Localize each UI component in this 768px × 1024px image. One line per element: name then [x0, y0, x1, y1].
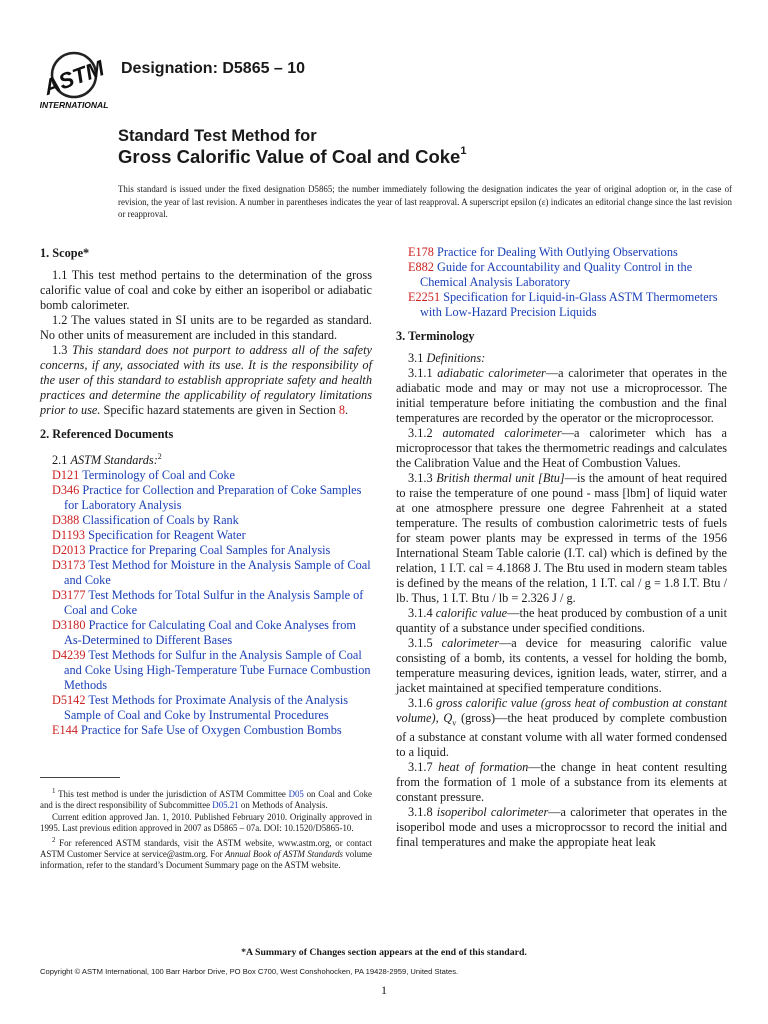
fn1-c: on Methods of Analysis. [238, 800, 328, 811]
ref-sub-sup: 2 [157, 452, 162, 461]
reference-item [40, 693, 372, 723]
ref-sub-num: 2.1 [52, 453, 71, 468]
designation: Designation: D5865 – 10 [121, 60, 306, 77]
reference-item [40, 468, 372, 483]
term-num: 3.1.6 [408, 696, 437, 710]
copyright: Copyright © ASTM International, 100 Barr Harbor Drive, PO Box C700, West Conshohocken, PA 19428-2959, United States. [40, 967, 459, 976]
astm-logo [40, 48, 112, 110]
fn1-b: on Coal and Coke and is the direct responsibility of Subcommittee [40, 788, 372, 811]
reference-item [40, 543, 372, 558]
term-3-1-8 [396, 805, 727, 850]
term-name: isoperibol calorimeter [436, 805, 549, 820]
term-num: 3.1.1 [408, 366, 438, 380]
scope-1-3-num: 1.3 [52, 343, 72, 357]
term-text: —a calorimeter that operates in the isoperibol mode and uses a microprocssor to record the initial and final temperatures and make the appropiate heat leak [396, 805, 727, 850]
reference-title-link[interactable]: Test Methods for Proximate Analysis of the Analysis Sample of Coal and Coke by Instrumental Procedures [64, 693, 349, 723]
logo-text: ASTM [40, 55, 108, 100]
term-symbol: Q [443, 711, 453, 725]
reference-title-link[interactable]: Practice for Preparing Coal Samples for Analysis [88, 543, 331, 558]
term-name: gross calorific value (gross heat of combustion at constant volume), [396, 696, 728, 725]
reference-item [40, 513, 372, 528]
reference-title-link[interactable]: Practice for Dealing With Outlying Observations [437, 245, 678, 259]
ref-list-right [396, 245, 727, 320]
term-name: calorimeter [441, 636, 499, 650]
reference-code-link[interactable]: E178 [408, 245, 434, 259]
reference-code-link[interactable]: D346 [52, 483, 80, 498]
reference-title-link[interactable]: Test Method for Moisture in the Analysis Sample of Coal and Coke [64, 558, 371, 588]
term-3-1-4 [396, 606, 727, 636]
reference-code-link[interactable]: E144 [52, 723, 78, 738]
term-num: 3.1.3 [408, 471, 437, 485]
reference-code-link[interactable]: D4239 [52, 648, 86, 663]
term-3-1-2 [396, 426, 727, 471]
reference-title-link[interactable]: Test Methods for Total Sulfur in the Analysis Sample of Coal and Coke [64, 588, 364, 618]
term-text: (gross)—the heat produced by complete combustion of a substance at constant volume with all water formed condensed to a liquid. [396, 711, 727, 760]
summary-of-changes-note: *A Summary of Changes section appears at the end of this standard. [241, 947, 527, 958]
reference-title-link[interactable]: Classification of Coals by Rank [82, 513, 239, 528]
footnotes [40, 786, 372, 872]
reference-item [40, 483, 372, 513]
term-text: —a device for measuring calorific value consisting of a bomb, its contents, a vessel for holding the bomb, temperature measuring devices, ignition leads, water, stirrer, and a jacket maintained at specified temperature conditions. [396, 636, 727, 695]
reference-title-link[interactable]: Test Methods for Sulfur in the Analysis Sample of Coal and Coke Using High-Temperature Tube Furnace Combustion Methods [64, 648, 371, 693]
scope-heading: 1. Scope* [40, 246, 90, 260]
title-line1: Standard Test Method for [118, 127, 317, 145]
def-num: 3.1 [408, 351, 427, 365]
right-column [396, 245, 727, 850]
terminology-heading: 3. Terminology [396, 329, 475, 343]
scope-1-3-tail: Specific hazard statements are given in Section [100, 403, 339, 417]
referenced-heading: 2. Referenced Documents [40, 427, 174, 441]
scope-1-3 [40, 343, 372, 418]
reference-code-link[interactable]: E2251 [408, 290, 441, 304]
term-num: 3.1.5 [408, 636, 442, 650]
reference-code-link[interactable]: D3177 [52, 588, 86, 603]
reference-code-link[interactable]: D5142 [52, 693, 86, 708]
term-text: —a calorimeter that operates in the adiabatic mode and may or may not use a microprocessor. The initial temperature before initiating the combustion and the final temperatures are recorded by the operator or the microprocessor. [396, 366, 727, 425]
fn2-a: For referenced ASTM standards, visit the ASTM website, www.astm.org, or contact ASTM Customer Service at service@astm.org. For [40, 837, 372, 859]
term-3-1-7 [396, 760, 727, 805]
reference-title-link[interactable]: Practice for Calculating Coal and Coke Analyses from As-Determined to Different Bases [64, 618, 356, 648]
fn2-italic: Annual Book of ASTM Standards [224, 848, 343, 859]
term-num: 3.1.4 [408, 606, 436, 620]
fn2-marker: 2 [52, 835, 56, 844]
astm-standards-label [40, 449, 372, 468]
scope-1-3-end: . [344, 403, 349, 417]
reference-code-link[interactable]: D2013 [52, 543, 86, 558]
term-symbol-sub: v [452, 718, 457, 728]
issuance-statement: This standard is issued under the fixed designation D5865; the number immediately following the designation indicates the year of original adoption or, in the case of revision, the year of last revision. A number in parentheses indicates the year of last reapproval. A superscript epsilon (ε) indicates an editorial change since the last revision or reapproval. [118, 184, 732, 219]
title-line2 [118, 146, 466, 168]
ref-list-left [40, 468, 372, 738]
footnote-1-edition: Current edition approved Jan. 1, 2010. Published February 2010. Originally approved in 1995. Last previous edition approved in 2007 as D5865 – 07a. DOI: 10.1520/D5865-10. [40, 811, 372, 834]
page-number: 1 [381, 983, 387, 997]
term-text: —the heat produced by combustion of a unit quantity of a substance under specified conditions. [396, 606, 728, 635]
term-3-1-5 [396, 636, 727, 696]
term-text: —is the amount of heat required to raise the temperature of one pound - mass [lbm] of liquid water at one atmosphere pressure one degree Fahrenheit at a stated temperature. The results of combustion calorimetric tests of fuels for steam power plants may be expressed in terms of the 1956 International Steam Table calorie (I.T. cal) which is defined by the relation, 1 I.T. cal = 4.1868 J. The Btu used in modern steam tables is defined by the means of the relation, 1 I.T. cal / g = 1.8 I.T. Btu / lb. Thus, 1 I.T. Btu / lb = 2.326 J / g. [396, 471, 727, 605]
footnote-1 [40, 786, 372, 812]
term-num: 3.1.2 [408, 426, 443, 440]
reference-title-link[interactable]: Specification for Reagent Water [88, 528, 246, 543]
fn1-a: This test method is under the jurisdiction of ASTM Committee [55, 788, 289, 799]
scope-1-2: 1.2 The values stated in SI units are to be regarded as standard. No other units of measurement are included in this standard. [40, 313, 372, 342]
reference-title-link[interactable]: Practice for Collection and Preparation of Coke Samples for Laboratory Analysis [64, 483, 362, 513]
logo-subtext: INTERNATIONAL [40, 100, 109, 110]
term-num: 3.1.7 [408, 760, 439, 775]
reference-item [396, 245, 727, 260]
term-3-1-6 [396, 696, 727, 760]
scope-1-1: 1.1 This test method pertains to the determination of the gross calorific value of coal and coke by either an isoperibol or adiabatic bomb calorimeter. [40, 268, 372, 312]
subcommittee-d0521-link[interactable]: D05.21 [212, 800, 239, 811]
title-text: Gross Calorific Value of Coal and Coke [118, 146, 461, 167]
scope-1-3-italic: This standard does not purport to address all of the safety concerns, if any, associated with its use. It is the responsibility of the user of this standard to establish appropriate safety and health practices and determine the applicability of regulatory limitations prior to use. [40, 343, 372, 417]
term-name: automated calorimeter [442, 426, 562, 440]
term-name: heat of formation [438, 760, 529, 775]
title-footnote-marker: 1 [460, 144, 467, 157]
term-3-1-1 [396, 366, 727, 426]
footnote-divider [40, 777, 120, 778]
reference-item [40, 723, 372, 738]
def-label: Definitions: [426, 351, 486, 365]
ref-sub-label: ASTM Standards: [70, 453, 158, 468]
definitions-label [396, 351, 727, 366]
reference-title-link[interactable]: Specification for Liquid-in-Glass ASTM Thermometers with Low-Hazard Precision Liquids [420, 290, 718, 319]
reference-code-link[interactable]: E882 [408, 260, 434, 274]
section-8-link[interactable]: 8 [338, 403, 345, 417]
left-column [40, 246, 372, 738]
reference-item [396, 260, 727, 290]
reference-code-link[interactable]: D388 [52, 513, 80, 528]
term-text: —a calorimeter which has a microprocessor that takes the thermometric readings and calculates the Calibration Value and the Heat of Combustion Values. [396, 426, 728, 470]
footnote-2 [40, 835, 372, 872]
reference-item [40, 558, 372, 588]
term-text: —the change in heat content resulting from the formation of 1 mole of a substance from its elements at constant pressure. [396, 760, 727, 805]
reference-title-link[interactable]: Terminology of Coal and Coke [82, 468, 236, 483]
reference-item [40, 528, 372, 543]
reference-item [40, 648, 372, 693]
term-3-1-3 [396, 471, 727, 606]
reference-item [40, 618, 372, 648]
reference-title-link[interactable]: Practice for Safe Use of Oxygen Combustion Bombs [81, 723, 342, 738]
fn1-marker: 1 [52, 787, 56, 795]
reference-code-link[interactable]: D3173 [52, 558, 86, 573]
term-name: British thermal unit [Btu] [436, 471, 565, 485]
reference-code-link[interactable]: D1193 [52, 528, 86, 543]
reference-title-link[interactable]: Guide for Accountability and Quality Control in the Chemical Analysis Laboratory [420, 260, 693, 289]
reference-code-link[interactable]: D3180 [52, 618, 86, 633]
term-name: calorific value [435, 606, 508, 620]
reference-code-link[interactable]: D121 [52, 468, 80, 483]
fn2-b: volume information, refer to the standard’s Document Summary page on the ASTM website. [40, 848, 372, 871]
term-num: 3.1.8 [408, 805, 437, 820]
term-name: adiabatic calorimeter [437, 366, 546, 380]
reference-item [396, 290, 727, 320]
committee-d05-link[interactable]: D05 [288, 788, 304, 799]
reference-item [40, 588, 372, 618]
